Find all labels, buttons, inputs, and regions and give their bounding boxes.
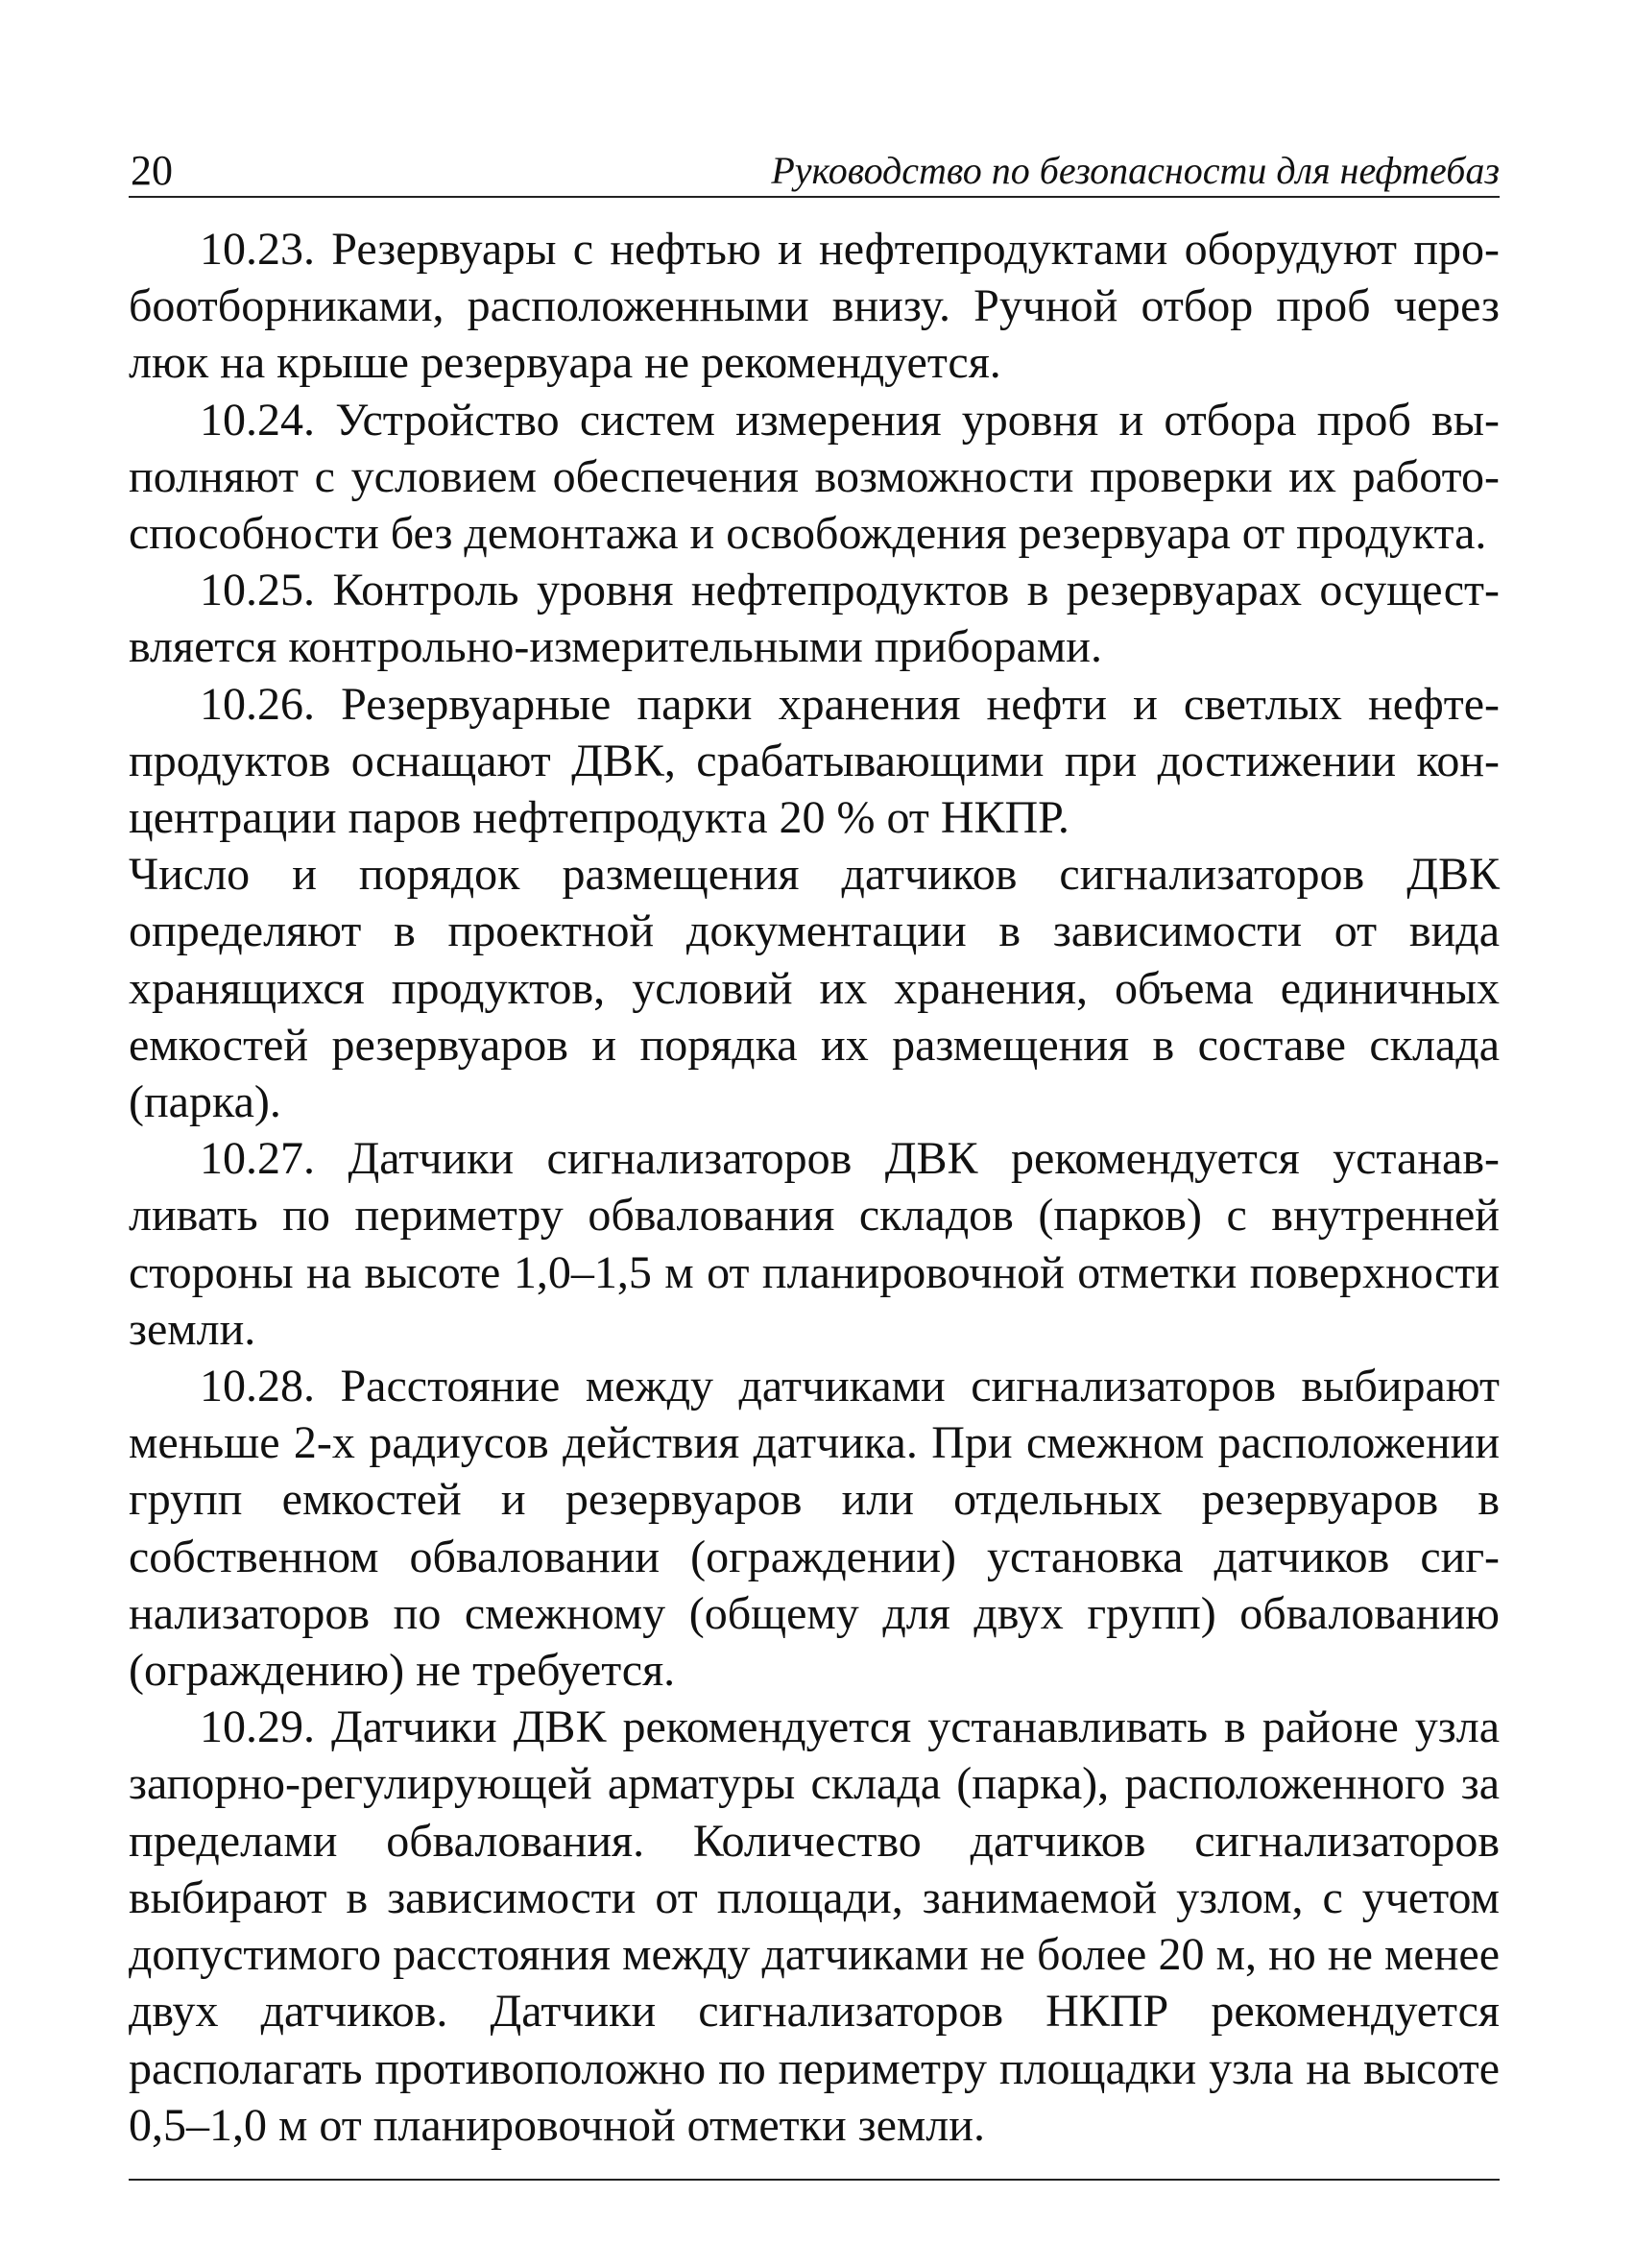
page-number: 20	[131, 147, 173, 194]
paragraph-10-29: 10.29. Датчики ДВК рекомендуется устанавливать в районе узла запорно-регулирующей арматуры склада (парка), расположенного за пределами обвалования. Количество датчиков сигнализаторов выбирают в зависимости от площади, занимаемой узлом, с учетом допустимого расстояния между датчиками не более 20 м, но не менее двух датчиков. Датчики сигнализаторов НКПР рекомендуется располагать противоположно по периметру площадки узла на высоте 0,5–1,0 м от планировочной отметки земли.	[129, 1701, 1500, 2151]
paragraph-10-27: 10.27. Датчики сигнализаторов ДВК рекомендуется устанавливать по периметру обвалования складов (парков) с внутренней стороны на высоте 1,0–1,5 м от планировочной отметки поверхности земли.	[129, 1133, 1500, 1355]
paragraph-10-24: 10.24. Устройство систем измерения уровня и отбора проб выполняют с условием обеспечения возможности проверки их работоспособности без демонтажа и освобождения резервуара от продукта.	[129, 394, 1500, 560]
body-text	[129, 221, 1500, 2154]
paragraph-10-23: 10.23. Резервуары с нефтью и нефтепродуктами оборудуют пробоотборниками, расположенными внизу. Ручной отбор проб через люк на крыше резервуара не рекомендуется.	[129, 224, 1500, 389]
paragraph-sensor-placement: Число и порядок размещения датчиков сигнализаторов ДВК определяют в проектной документации в зависимости от вида хранящихся продуктов, условий их хранения, объема единичных емкостей резервуаров и порядка их размещения в составе склада (парка).	[129, 849, 1500, 1128]
paragraph-10-28: 10.28. Расстояние между датчиками сигнализаторов выбирают меньше 2-х радиусов действия датчика. При смежном расположении групп емкостей и резервуаров или отдельных резервуаров в собственном обваловании (ограждении) установка датчиков сигнализаторов по смежному (общему для двух групп) обвалованию (ограждению) не требуется.	[129, 1361, 1500, 1697]
paragraph-10-26: 10.26. Резервуарные парки хранения нефти и светлых нефтепродуктов оснащают ДВК, срабатывающими при достижении концентрации паров нефтепродукта 20 % от НКПР.	[129, 678, 1500, 844]
bottom-divider	[129, 2179, 1500, 2181]
running-title: Руководство по безопасности для нефтебаз	[771, 149, 1500, 192]
document-page	[129, 144, 1500, 2181]
running-header	[129, 144, 1500, 198]
paragraph-10-25: 10.25. Контроль уровня нефтепродуктов в резервуарах осуществляется контрольно-измерительными приборами.	[129, 565, 1500, 673]
